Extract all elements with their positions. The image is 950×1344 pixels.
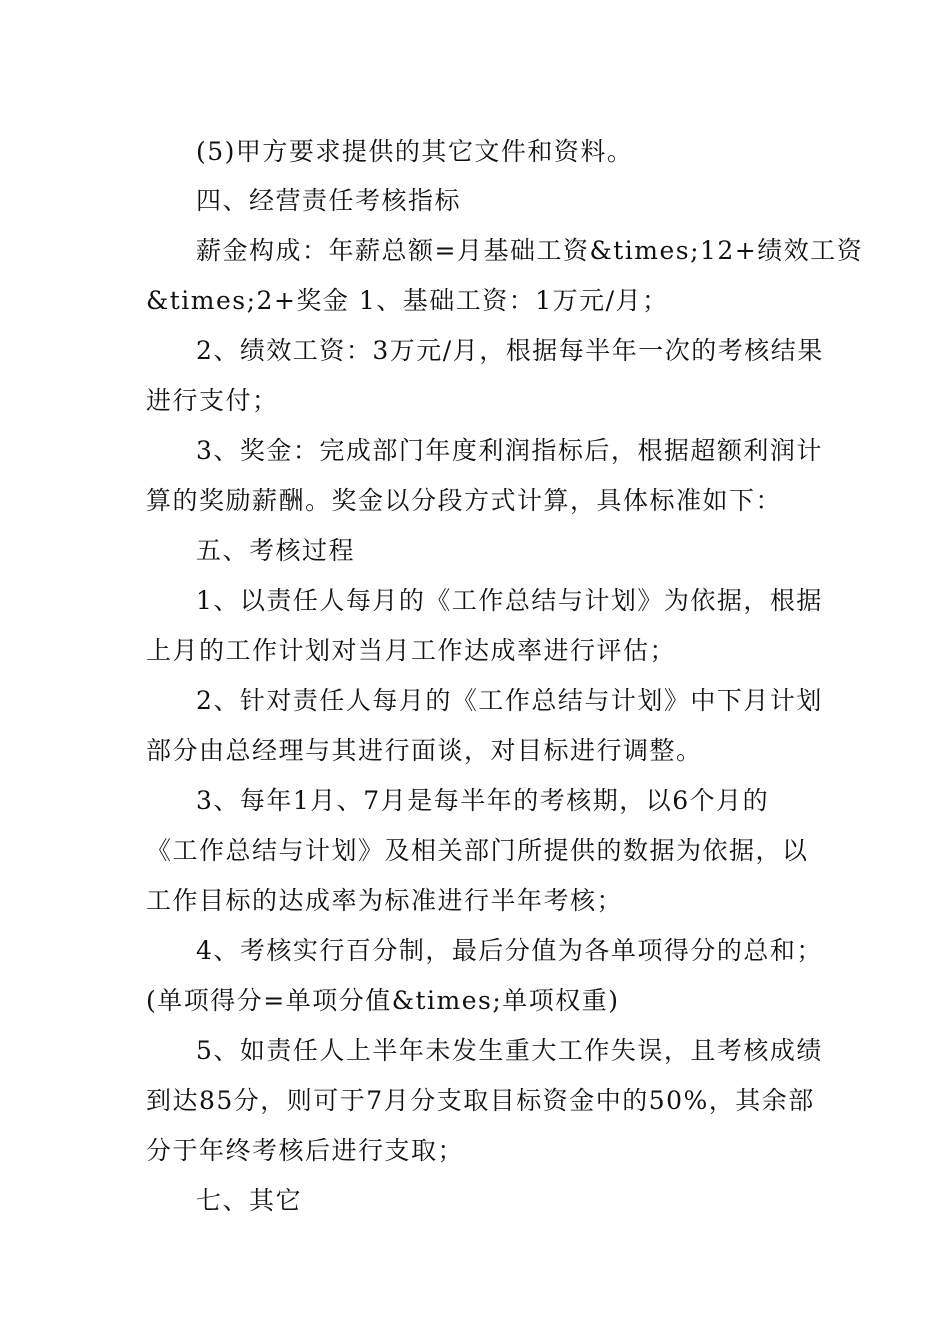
paragraph-line: 进行支付； xyxy=(146,386,279,415)
paragraph-line: 4、考核实行百分制，最后分值为各单项得分的总和； xyxy=(196,936,823,965)
paragraph-line: 3、每年1月、7月是每半年的考核期，以6个月的 xyxy=(196,786,770,815)
paragraph-line: (5)甲方要求提供的其它文件和资料。 xyxy=(196,137,634,166)
paragraph-line: 算的奖励薪酬。奖金以分段方式计算，具体标准如下： xyxy=(146,486,783,515)
paragraph-line: 到达85分，则可于7月分支取目标资金中的50%，其余部 xyxy=(146,1086,815,1115)
paragraph-line: 2、绩效工资：3万元/月，根据每半年一次的考核结果 xyxy=(196,336,824,365)
paragraph-line: 工作目标的达成率为标准进行半年考核； xyxy=(146,886,624,915)
paragraph-line: (单项得分=单项分值&times;单项权重) xyxy=(146,986,620,1015)
paragraph-line: 《工作总结与计划》及相关部门所提供的数据为依据，以 xyxy=(146,836,809,865)
paragraph-line: 部分由总经理与其进行面谈，对目标进行调整。 xyxy=(146,736,703,765)
paragraph-line: &times;2+奖金 1、基础工资：1万元/月； xyxy=(146,286,669,315)
section-heading: 五、考核过程 xyxy=(196,536,356,565)
paragraph-line: 分于年终考核后进行支取； xyxy=(146,1136,465,1165)
paragraph-line: 2、针对责任人每月的《工作总结与计划》中下月计划 xyxy=(196,686,823,715)
paragraph-line: 上月的工作计划对当月工作达成率进行评估； xyxy=(146,636,677,665)
paragraph-line: 薪金构成：年薪总额=月基础工资&times;12+绩效工资 xyxy=(196,236,864,265)
paragraph-line: 5、如责任人上半年未发生重大工作失误，且考核成绩 xyxy=(196,1036,823,1065)
section-heading: 四、经营责任考核指标 xyxy=(196,186,462,215)
paragraph-line: 1、以责任人每月的《工作总结与计划》为依据，根据 xyxy=(196,586,823,615)
paragraph-line: 3、奖金：完成部门年度利润指标后，根据超额利润计 xyxy=(196,436,823,465)
section-heading: 七、其它 xyxy=(196,1186,303,1215)
